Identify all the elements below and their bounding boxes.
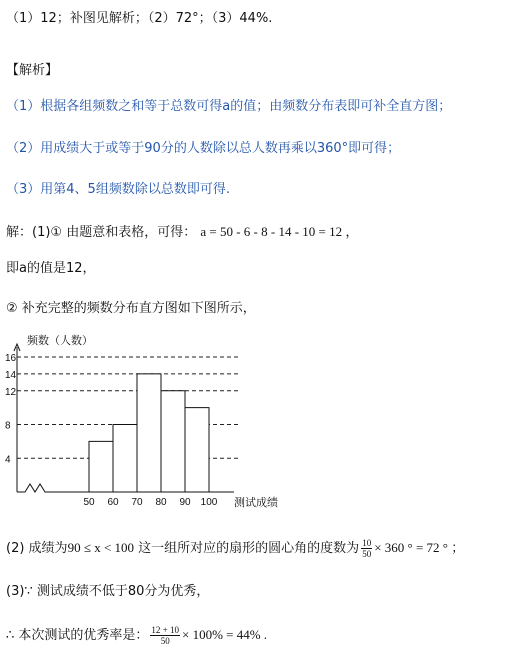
x-tick-label: 90	[179, 497, 191, 508]
solution-part4: (3)∵ 测试成绩不低于80分为优秀，	[6, 584, 210, 599]
y-tick-label: 8	[5, 420, 11, 432]
y-tick-label: 14	[5, 369, 17, 381]
fraction-numerator: 12 + 10	[151, 625, 179, 635]
solution-part2: ② 补充完整的频数分布直方图如下图所示，	[6, 301, 256, 316]
analysis-item-2: （2）用成绩大于或等于90分的人数除以总人数再乘以360°即可得；	[6, 141, 401, 156]
histogram-bar	[89, 441, 113, 492]
section-title: 【解析】	[6, 63, 59, 78]
y-tick-label: 4	[5, 454, 11, 466]
y-axis-label: 频数（人数）	[27, 335, 93, 347]
histogram-bar	[113, 425, 137, 493]
solution-part1-result: 即a的值是12，	[6, 261, 96, 276]
frequency-histogram	[0, 325, 300, 515]
solution-part3	[6, 538, 464, 559]
solution-part1	[6, 223, 358, 242]
solution-part1-prefix: 解：(1)①	[6, 225, 63, 240]
x-tick-label: 50	[83, 497, 95, 508]
x-tick-label: 80	[155, 497, 167, 508]
answer-line: （1）12；补图见解析；（2）72°；（3）44%.	[6, 11, 273, 26]
solution-part1-text: 由题意和表格，可得：	[66, 225, 197, 240]
fraction-denominator: 50	[160, 636, 170, 646]
solution-part5-prefix: ∴ 本次测试的优秀率是：	[6, 628, 149, 643]
histogram-bar	[137, 374, 161, 492]
solution-part3-prefix: (2) 成绩为	[6, 541, 68, 556]
y-tick-label: 16	[5, 353, 17, 364]
solution-part5-tail: × 100% = 44% .	[181, 627, 268, 642]
solution-part1-formula: a = 50 - 6 - 8 - 14 - 10 = 12 ，	[200, 224, 359, 239]
histogram-bar	[161, 391, 185, 492]
solution-part3-tail: × 360 ° = 72 ° ；	[374, 540, 465, 555]
y-tick-label: 12	[5, 386, 17, 398]
x-tick-label: 100	[200, 497, 218, 508]
solution-part3-text: 这一组所对应的扇形的圆心角的度数为	[138, 541, 360, 556]
x-tick-label: 70	[131, 497, 143, 508]
x-axis-label: 测试成绩	[234, 497, 278, 509]
x-tick-label: 60	[107, 497, 119, 508]
solution-part3-fraction	[361, 538, 372, 559]
histogram-bar	[185, 408, 209, 492]
fraction-numerator: 10	[362, 538, 372, 548]
analysis-item-3: （3）用第4、5组频数除以总数即可得.	[6, 182, 230, 197]
fraction-denominator: 50	[362, 549, 372, 559]
analysis-item-1: （1）根据各组频数之和等于总数可得a的值；由频数分布表即可补全直方图；	[6, 99, 452, 114]
solution-part5-fraction	[150, 625, 180, 646]
solution-part5	[6, 625, 267, 646]
solution-part3-range: 90 ≤ x < 100	[67, 540, 135, 555]
histogram-bars	[89, 374, 209, 492]
